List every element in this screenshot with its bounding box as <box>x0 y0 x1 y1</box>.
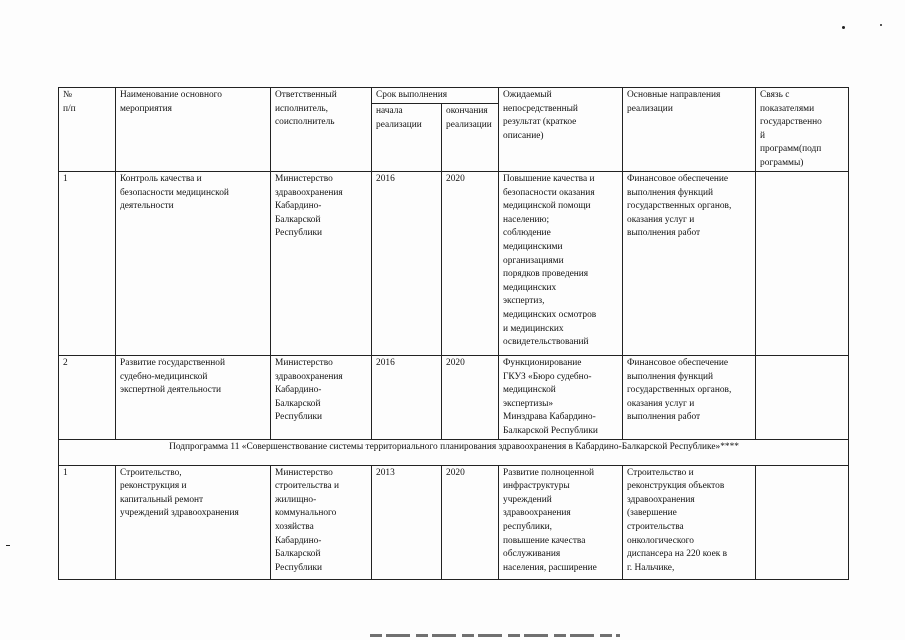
row-start: 2013 <box>372 465 442 579</box>
row-link <box>756 356 849 440</box>
scan-speck <box>842 26 845 29</box>
header-term: Срок выполнения <box>372 88 499 104</box>
table-row <box>59 356 849 440</box>
activities-table <box>58 87 849 580</box>
header-link: Связь с показателями государственно й программ(подп рограммы) <box>756 88 849 172</box>
row-start: 2016 <box>372 172 442 356</box>
row-directions: Финансовое обеспечение выполнения функций государственных органов, оказания услуг и выполнения работ <box>623 172 756 356</box>
row-name: Контроль качества и безопасности медицинской деятельности <box>116 172 271 356</box>
row-result: Повышение качества и безопасности оказания медицинской помощи населению; соблюдение медицинскими организациями порядков проведения медицинских экспертиз, медицинских осмотров и медицинских освидетельствований <box>499 172 623 356</box>
header-row-top <box>59 88 849 104</box>
row-num: 1 <box>59 172 116 356</box>
row-directions: Строительство и реконструкция объектов здравоохранения (завершение строительства онкологического диспансера на 220 коек в г. Нальчике, <box>623 465 756 579</box>
row-link <box>756 465 849 579</box>
row-end: 2020 <box>442 465 499 579</box>
row-responsible: Министерство здравоохранения Кабардино- Балкарской Республики <box>271 172 372 356</box>
scan-artifact <box>370 634 620 637</box>
header-responsible: Ответственный исполнитель, соисполнитель <box>271 88 372 172</box>
row-directions: Финансовое обеспечение выполнения функций государственных органов, оказания услуг и выполнения работ <box>623 356 756 440</box>
subprogram-row <box>59 439 849 465</box>
row-num: 2 <box>59 356 116 440</box>
row-link <box>756 172 849 356</box>
header-num: № п/п <box>59 88 116 172</box>
subprogram-title: Подпрограмма 11 «Совершенствование системы территориального планирования здравоохранения в Кабардино-Балкарской Республике»**** <box>59 439 849 465</box>
row-end: 2020 <box>442 356 499 440</box>
header-directions: Основные направления реализации <box>623 88 756 172</box>
row-result: Развитие полноценной инфраструктуры учреждений здравоохранения республики, повышение качества обслуживания населения, расширение <box>499 465 623 579</box>
row-end: 2020 <box>442 172 499 356</box>
header-end: окончания реализации <box>442 104 499 172</box>
row-responsible: Министерство строительства и жилищно- коммунального хозяйства Кабардино- Балкарской Республики <box>271 465 372 579</box>
row-start: 2016 <box>372 356 442 440</box>
header-name: Наименование основного мероприятия <box>116 88 271 172</box>
header-start: начала реализации <box>372 104 442 172</box>
row-result: Функционирование ГКУЗ «Бюро судебно- медицинской экспертизы» Минздрава Кабардино- Балкарской Республики <box>499 356 623 440</box>
table-row <box>59 172 849 356</box>
table-row <box>59 465 849 579</box>
row-responsible: Министерство здравоохранения Кабардино- Балкарской Республики <box>271 356 372 440</box>
row-name: Развитие государственной судебно-медицинской экспертной деятельности <box>116 356 271 440</box>
scan-speck <box>880 24 882 26</box>
scan-speck <box>6 545 10 546</box>
header-result: Ожидаемый непосредственный результат (краткое описание) <box>499 88 623 172</box>
row-name: Строительство, реконструкция и капитальный ремонт учреждений здравоохранения <box>116 465 271 579</box>
row-num: 1 <box>59 465 116 579</box>
